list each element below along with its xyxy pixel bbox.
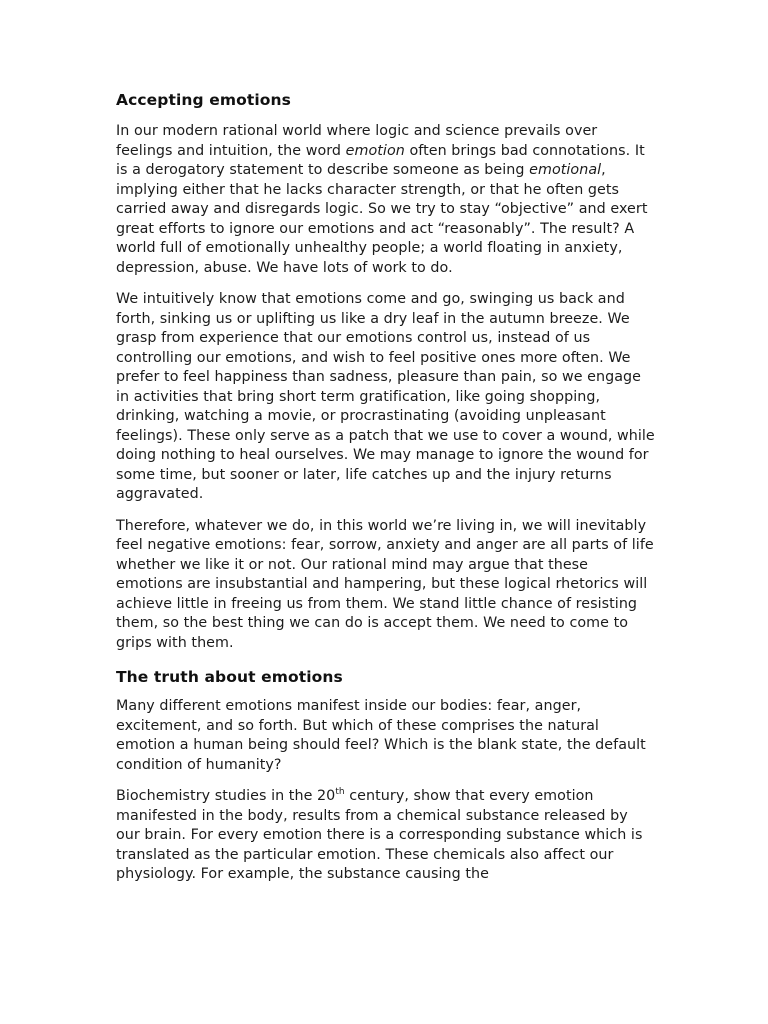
- paragraph-5-text-b: century, show that every emotion manifested in the body, results from a chemical substance released by our brain. For every emotion there is a corresponding substance which is translated as the particular emotion. These chemicals also affect our physiology. For example, the substance causing the: [116, 788, 643, 882]
- paragraph-1-emphasis-emotional: emotional: [529, 162, 602, 178]
- section-heading-truth-about-emotions: The truth about emotions: [116, 668, 343, 686]
- paragraph-5-text-a: Biochemistry studies in the 20: [116, 788, 336, 804]
- document-page: [116, 88, 656, 897]
- superscript-th: th: [335, 787, 345, 798]
- section-heading-accepting-emotions: Accepting emotions: [116, 91, 291, 109]
- paragraph-1-text-a: In our modern rational world where logic and science prevails over feelings and intuition, the word: [116, 123, 598, 159]
- paragraph-3: Therefore, whatever we do, in this world we’re living in, we will inevitably feel negative emotions: fear, sorrow, anxiety and anger are all parts of life whether we like it or not. Our rational mind may argue that these emotions are insubstantial and hampering, but these logical rhetorics will achieve little in freeing us from them. We stand little chance of resisting them, so the best thing we can do is accept them. We need to come to grips with them.: [116, 517, 654, 651]
- paragraph-1-text-c: , implying either that he lacks character strength, or that he often gets carried away and disregards logic. So we try to stay “objective” and exert great efforts to ignore our emotions and act “reasonably”. The result? A world full of emotionally unhealthy people; a world floating in anxiety, depression, abuse. We have lots of work to do.: [116, 162, 648, 276]
- paragraph-1-emphasis-emotion: emotion: [345, 142, 405, 159]
- paragraph-1: [116, 122, 656, 278]
- paragraph-2: We intuitively know that emotions come and go, swinging us back and forth, sinking us or uplifting us like a dry leaf in the autumn breeze. We grasp from experience that our emotions control us, instead of us controlling our emotions, and wish to feel positive ones more often. We prefer to feel happiness than sadness, pleasure than pain, so we engage in activities that bring short term gratification, like going shopping, drinking, watching a movie, or procrastinating (avoiding unpleasant feelings). These only serve as a patch that we use to cover a wound, while doing nothing to heal ourselves. We may manage to ignore the wound for some time, but sooner or later, life catches up and the injury returns aggravated.: [116, 291, 655, 502]
- paragraph-1-text-b: often brings bad connotations. It is a derogatory statement to describe someone as being: [116, 142, 645, 178]
- paragraph-4: Many different emotions manifest inside our bodies: fear, anger, excitement, and so forth. But which of these comprises the natural emotion a human being should feel? Which is the blank state, the default condition of humanity?: [116, 698, 646, 773]
- paragraph-5: [116, 787, 656, 885]
